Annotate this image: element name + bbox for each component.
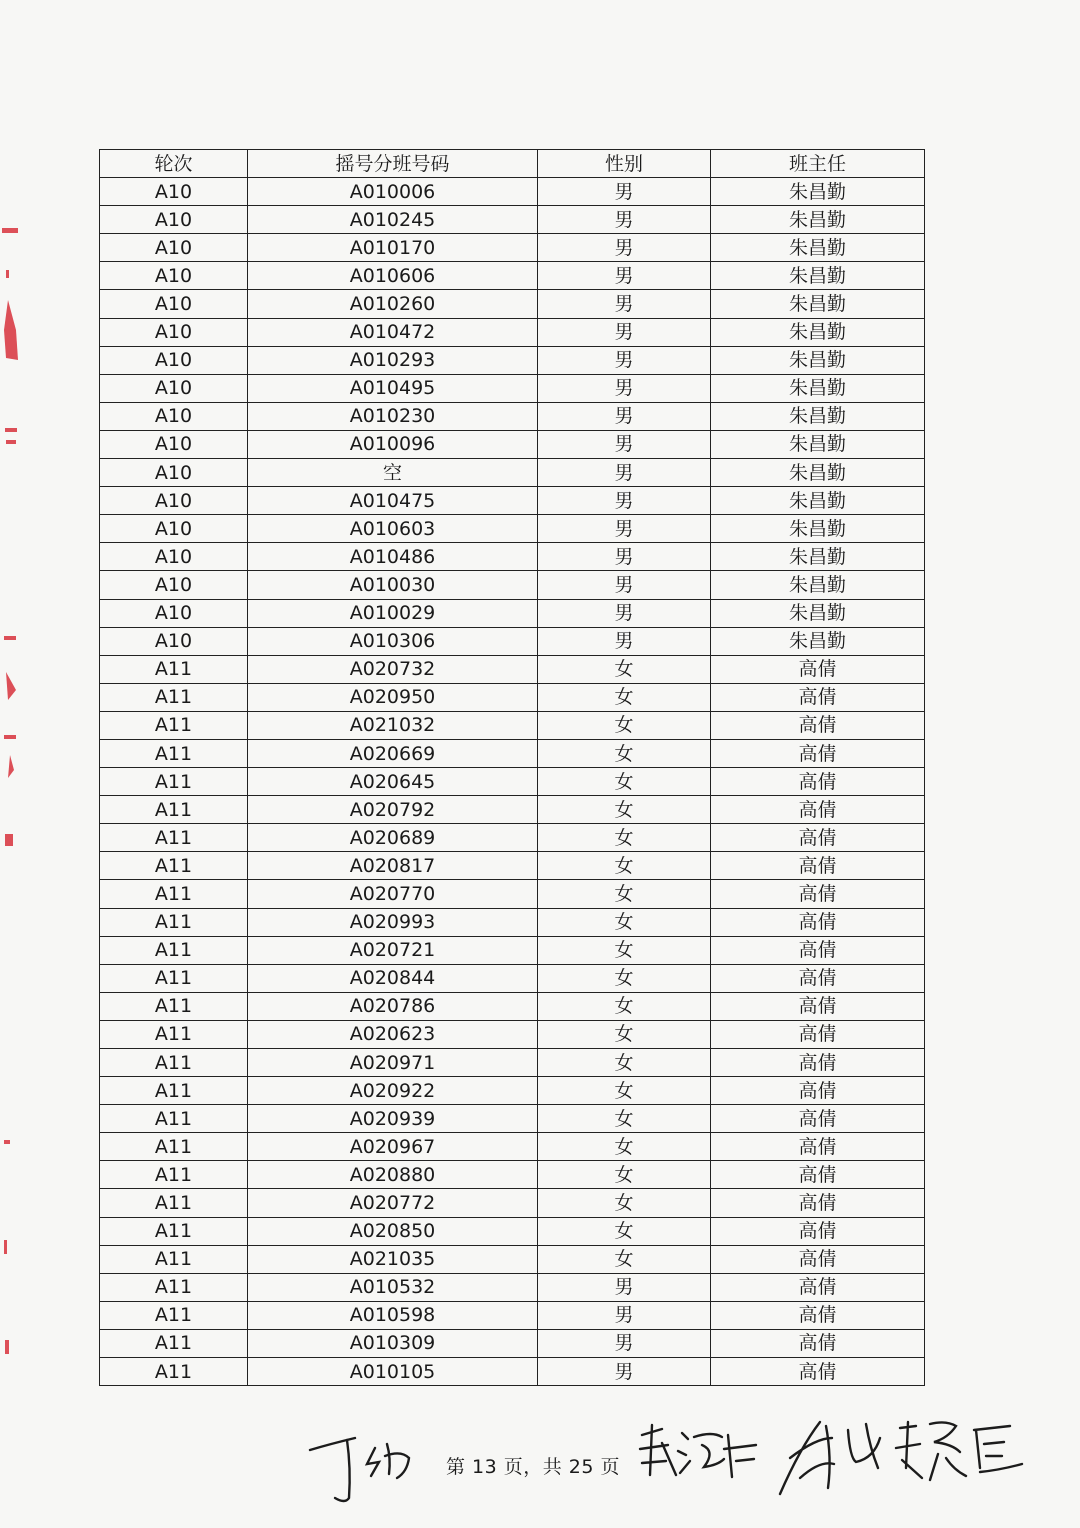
cell-gender: 男 [538, 178, 711, 206]
cell-head-teacher: 高倩 [711, 824, 925, 852]
cell-round: A10 [100, 178, 248, 206]
cell-gender: 男 [538, 262, 711, 290]
cell-head-teacher: 朱昌勤 [711, 374, 925, 402]
table-row [100, 1049, 925, 1077]
cell-lottery-number: A021032 [248, 711, 538, 739]
cell-head-teacher: 朱昌勤 [711, 178, 925, 206]
header-round: 轮次 [100, 150, 248, 178]
cell-gender: 男 [538, 627, 711, 655]
table-row [100, 515, 925, 543]
cell-lottery-number: A010486 [248, 543, 538, 571]
table-row [100, 627, 925, 655]
table-row [100, 1329, 925, 1357]
signature-left [305, 1428, 425, 1508]
cell-round: A10 [100, 234, 248, 262]
cell-head-teacher: 高倩 [711, 908, 925, 936]
cell-gender: 女 [538, 1189, 711, 1217]
cell-round: A10 [100, 599, 248, 627]
cell-round: A11 [100, 655, 248, 683]
table-row [100, 1020, 925, 1048]
cell-round: A10 [100, 346, 248, 374]
cell-head-teacher: 高倩 [711, 1049, 925, 1077]
cell-gender: 男 [538, 599, 711, 627]
cell-round: A11 [100, 852, 248, 880]
cell-lottery-number: A020967 [248, 1133, 538, 1161]
cell-gender: 男 [538, 290, 711, 318]
cell-lottery-number: A020623 [248, 1020, 538, 1048]
cell-round: A11 [100, 1273, 248, 1301]
cell-head-teacher: 高倩 [711, 683, 925, 711]
cell-lottery-number: A010230 [248, 402, 538, 430]
cell-gender: 男 [538, 1273, 711, 1301]
cell-gender: 男 [538, 459, 711, 487]
cell-head-teacher: 朱昌勤 [711, 206, 925, 234]
cell-head-teacher: 朱昌勤 [711, 262, 925, 290]
cell-round: A10 [100, 402, 248, 430]
cell-head-teacher: 高倩 [711, 936, 925, 964]
cell-round: A11 [100, 1133, 248, 1161]
cell-head-teacher: 朱昌勤 [711, 459, 925, 487]
table-row [100, 768, 925, 796]
cell-head-teacher: 高倩 [711, 1161, 925, 1189]
header-lottery-number: 摇号分班号码 [248, 150, 538, 178]
table-row [100, 796, 925, 824]
cell-head-teacher: 高倩 [711, 768, 925, 796]
cell-round: A11 [100, 880, 248, 908]
cell-head-teacher: 朱昌勤 [711, 234, 925, 262]
cell-round: A11 [100, 1245, 248, 1273]
cell-gender: 女 [538, 683, 711, 711]
table-row [100, 936, 925, 964]
cell-round: A11 [100, 964, 248, 992]
table-row [100, 711, 925, 739]
cell-lottery-number: A020844 [248, 964, 538, 992]
cell-lottery-number: A020770 [248, 880, 538, 908]
cell-lottery-number: A020850 [248, 1217, 538, 1245]
cell-gender: 女 [538, 796, 711, 824]
table-row [100, 852, 925, 880]
cell-head-teacher: 高倩 [711, 852, 925, 880]
cell-lottery-number: A010603 [248, 515, 538, 543]
cell-round: A11 [100, 992, 248, 1020]
signature-middle [632, 1415, 762, 1495]
cell-gender: 男 [538, 1358, 711, 1386]
cell-head-teacher: 朱昌勤 [711, 515, 925, 543]
signature-right [770, 1408, 1030, 1504]
cell-head-teacher: 朱昌勤 [711, 346, 925, 374]
cell-lottery-number: A010030 [248, 571, 538, 599]
table-row [100, 964, 925, 992]
table-row [100, 430, 925, 458]
cell-round: A11 [100, 908, 248, 936]
cell-gender: 男 [538, 487, 711, 515]
cell-head-teacher: 高倩 [711, 739, 925, 767]
cell-round: A11 [100, 739, 248, 767]
cell-head-teacher: 高倩 [711, 880, 925, 908]
table-row [100, 571, 925, 599]
cell-lottery-number: A010532 [248, 1273, 538, 1301]
cell-gender: 女 [538, 1161, 711, 1189]
cell-head-teacher: 高倩 [711, 992, 925, 1020]
cell-round: A11 [100, 768, 248, 796]
cell-head-teacher: 朱昌勤 [711, 290, 925, 318]
cell-head-teacher: 高倩 [711, 1245, 925, 1273]
cell-round: A10 [100, 290, 248, 318]
cell-round: A10 [100, 627, 248, 655]
table-row [100, 1217, 925, 1245]
cell-round: A11 [100, 1329, 248, 1357]
table-row [100, 262, 925, 290]
cell-round: A10 [100, 206, 248, 234]
cell-round: A11 [100, 1105, 248, 1133]
table-row [100, 1133, 925, 1161]
cell-round: A11 [100, 711, 248, 739]
cell-round: A11 [100, 1358, 248, 1386]
table-row [100, 178, 925, 206]
cell-gender: 女 [538, 1217, 711, 1245]
cell-lottery-number: A010245 [248, 206, 538, 234]
cell-lottery-number: A010006 [248, 178, 538, 206]
cell-head-teacher: 高倩 [711, 1273, 925, 1301]
cell-round: A11 [100, 1301, 248, 1329]
cell-lottery-number: A020669 [248, 739, 538, 767]
cell-head-teacher: 朱昌勤 [711, 599, 925, 627]
cell-lottery-number: A020732 [248, 655, 538, 683]
cell-lottery-number: A010105 [248, 1358, 538, 1386]
cell-lottery-number: A020817 [248, 852, 538, 880]
table-row [100, 459, 925, 487]
page-number-footer: 第 13 页，共 25 页 [446, 1456, 621, 1478]
cell-lottery-number: A010096 [248, 430, 538, 458]
cell-lottery-number: 空 [248, 459, 538, 487]
cell-gender: 女 [538, 1105, 711, 1133]
cell-lottery-number: A020922 [248, 1077, 538, 1105]
cell-head-teacher: 高倩 [711, 1020, 925, 1048]
cell-gender: 男 [538, 515, 711, 543]
cell-gender: 男 [538, 543, 711, 571]
table-row [100, 1161, 925, 1189]
cell-gender: 女 [538, 1020, 711, 1048]
cell-gender: 女 [538, 1133, 711, 1161]
cell-lottery-number: A020772 [248, 1189, 538, 1217]
cell-round: A11 [100, 796, 248, 824]
cell-gender: 男 [538, 571, 711, 599]
cell-lottery-number: A020939 [248, 1105, 538, 1133]
table-row [100, 1273, 925, 1301]
cell-head-teacher: 高倩 [711, 796, 925, 824]
cell-lottery-number: A010598 [248, 1301, 538, 1329]
table-row [100, 402, 925, 430]
cell-lottery-number: A010306 [248, 627, 538, 655]
class-assignment-table [99, 149, 925, 1386]
table-row [100, 1358, 925, 1386]
table-row [100, 1245, 925, 1273]
cell-head-teacher: 朱昌勤 [711, 430, 925, 458]
cell-round: A11 [100, 1020, 248, 1048]
cell-head-teacher: 高倩 [711, 1133, 925, 1161]
cell-gender: 女 [538, 1077, 711, 1105]
cell-lottery-number: A021035 [248, 1245, 538, 1273]
cell-gender: 男 [538, 374, 711, 402]
cell-round: A11 [100, 1161, 248, 1189]
table-row [100, 206, 925, 234]
table-row [100, 318, 925, 346]
cell-lottery-number: A010170 [248, 234, 538, 262]
table-row [100, 234, 925, 262]
cell-gender: 男 [538, 402, 711, 430]
cell-gender: 女 [538, 880, 711, 908]
cell-gender: 女 [538, 1245, 711, 1273]
table-row [100, 880, 925, 908]
cell-lottery-number: A020993 [248, 908, 538, 936]
seal-fragment-left-edge [0, 0, 24, 1528]
cell-lottery-number: A020950 [248, 683, 538, 711]
table-row [100, 1189, 925, 1217]
cell-lottery-number: A020786 [248, 992, 538, 1020]
cell-head-teacher: 朱昌勤 [711, 571, 925, 599]
cell-round: A11 [100, 1077, 248, 1105]
cell-head-teacher: 高倩 [711, 1077, 925, 1105]
cell-round: A10 [100, 515, 248, 543]
cell-gender: 女 [538, 908, 711, 936]
cell-lottery-number: A020721 [248, 936, 538, 964]
cell-gender: 女 [538, 739, 711, 767]
cell-round: A10 [100, 430, 248, 458]
cell-gender: 男 [538, 430, 711, 458]
cell-lottery-number: A020645 [248, 768, 538, 796]
cell-gender: 男 [538, 346, 711, 374]
cell-lottery-number: A010029 [248, 599, 538, 627]
cell-gender: 女 [538, 1049, 711, 1077]
cell-lottery-number: A010475 [248, 487, 538, 515]
cell-head-teacher: 朱昌勤 [711, 402, 925, 430]
cell-head-teacher: 高倩 [711, 1189, 925, 1217]
table-row [100, 739, 925, 767]
cell-head-teacher: 高倩 [711, 1217, 925, 1245]
cell-lottery-number: A020880 [248, 1161, 538, 1189]
cell-round: A10 [100, 571, 248, 599]
table-row [100, 1301, 925, 1329]
cell-round: A11 [100, 1049, 248, 1077]
table-row [100, 290, 925, 318]
cell-round: A11 [100, 936, 248, 964]
cell-round: A11 [100, 1217, 248, 1245]
table-row [100, 824, 925, 852]
cell-gender: 女 [538, 711, 711, 739]
header-gender: 性别 [538, 150, 711, 178]
cell-lottery-number: A010293 [248, 346, 538, 374]
table-row [100, 908, 925, 936]
cell-lottery-number: A020971 [248, 1049, 538, 1077]
cell-head-teacher: 朱昌勤 [711, 627, 925, 655]
cell-head-teacher: 朱昌勤 [711, 487, 925, 515]
table-row [100, 1105, 925, 1133]
cell-gender: 女 [538, 992, 711, 1020]
cell-lottery-number: A010495 [248, 374, 538, 402]
cell-head-teacher: 朱昌勤 [711, 318, 925, 346]
cell-gender: 男 [538, 206, 711, 234]
cell-round: A10 [100, 318, 248, 346]
cell-lottery-number: A010606 [248, 262, 538, 290]
cell-lottery-number: A020689 [248, 824, 538, 852]
cell-round: A11 [100, 683, 248, 711]
cell-lottery-number: A010260 [248, 290, 538, 318]
table-row [100, 992, 925, 1020]
cell-head-teacher: 高倩 [711, 1105, 925, 1133]
table-row [100, 487, 925, 515]
cell-round: A10 [100, 374, 248, 402]
table-row [100, 683, 925, 711]
cell-gender: 女 [538, 655, 711, 683]
cell-gender: 女 [538, 768, 711, 796]
cell-head-teacher: 高倩 [711, 1329, 925, 1357]
table-row [100, 346, 925, 374]
cell-head-teacher: 高倩 [711, 964, 925, 992]
cell-lottery-number: A010309 [248, 1329, 538, 1357]
cell-round: A10 [100, 459, 248, 487]
header-head-teacher: 班主任 [711, 150, 925, 178]
cell-gender: 男 [538, 234, 711, 262]
cell-head-teacher: 朱昌勤 [711, 543, 925, 571]
cell-lottery-number: A020792 [248, 796, 538, 824]
cell-round: A10 [100, 262, 248, 290]
cell-head-teacher: 高倩 [711, 1358, 925, 1386]
table-row [100, 655, 925, 683]
cell-gender: 女 [538, 964, 711, 992]
cell-round: A11 [100, 824, 248, 852]
cell-gender: 女 [538, 936, 711, 964]
table-row [100, 543, 925, 571]
cell-head-teacher: 高倩 [711, 1301, 925, 1329]
table-row [100, 374, 925, 402]
table-row [100, 599, 925, 627]
cell-round: A10 [100, 543, 248, 571]
table-header-row [100, 150, 925, 178]
cell-head-teacher: 高倩 [711, 711, 925, 739]
cell-gender: 男 [538, 318, 711, 346]
table-row [100, 1077, 925, 1105]
cell-gender: 女 [538, 824, 711, 852]
cell-head-teacher: 高倩 [711, 655, 925, 683]
cell-gender: 女 [538, 852, 711, 880]
cell-round: A11 [100, 1189, 248, 1217]
cell-gender: 男 [538, 1329, 711, 1357]
cell-lottery-number: A010472 [248, 318, 538, 346]
cell-round: A10 [100, 487, 248, 515]
cell-gender: 男 [538, 1301, 711, 1329]
